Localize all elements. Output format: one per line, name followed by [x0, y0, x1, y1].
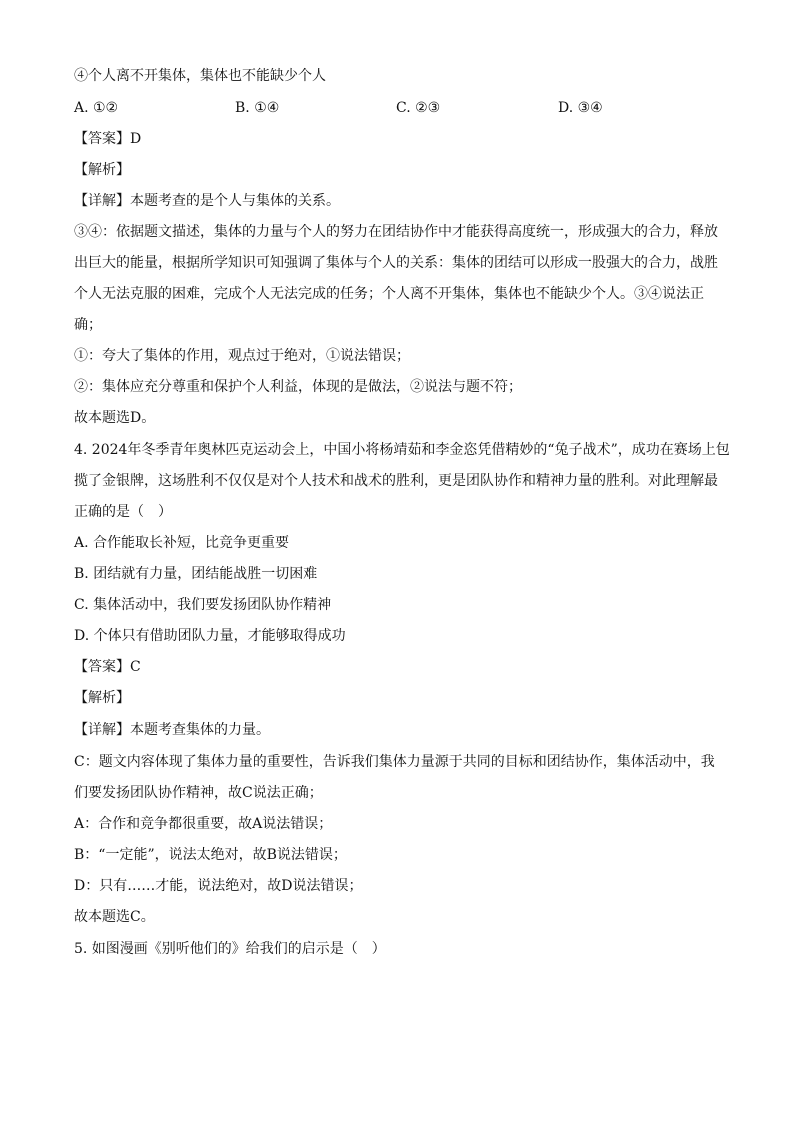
question-4-option: B. 团结就有力量，团结能战胜一切困难: [74, 566, 318, 582]
answer-line: 【答案】C: [74, 659, 141, 675]
explanation-line: 确；: [74, 317, 102, 333]
explanation-line: 个人无法克服的困难，完成个人无法完成的任务；个人离不开集体，集体也不能缺少个人。③④说法正: [74, 286, 704, 302]
analysis-heading: 【解析】: [74, 162, 130, 178]
option-b: B. ①④: [235, 100, 280, 116]
question-4-option: D. 个体只有借助团队力量，才能够取得成功: [74, 628, 346, 644]
explanation-line: ①：夸大了集体的作用，观点过于绝对，①说法错误；: [74, 348, 410, 364]
detail-line: 【详解】本题考查的是个人与集体的关系。: [74, 193, 340, 209]
analysis-heading: 【解析】: [74, 690, 130, 706]
conclusion-line: 故本题选D。: [74, 410, 156, 426]
conclusion-line: 故本题选C。: [74, 909, 155, 925]
explanation-line: A：合作和竞争都很重要，故A说法错误；: [74, 816, 333, 832]
question-4-text: 揽了金银牌，这场胜利不仅仅是对个人技术和战术的胜利，更是团队协作和精神力量的胜利。对此理解最: [74, 473, 718, 489]
option-a: A. ①②: [74, 100, 119, 116]
question-4-text: 正确的是（ ）: [74, 504, 172, 520]
question-4-option: A. 合作能取长补短，比竞争更重要: [74, 535, 290, 551]
explanation-line: 出巨大的能量，根据所学知识可知强调了集体与个人的关系：集体的团结可以形成一股强大的合力，战胜: [74, 255, 718, 271]
option-4-text: ④个人离不开集体，集体也不能缺少个人: [74, 68, 326, 84]
detail-line: 【详解】本题考查集体的力量。: [74, 722, 270, 738]
explanation-line: ②：集体应充分尊重和保护个人利益，体现的是做法，②说法与题不符；: [74, 379, 522, 395]
explanation-line: 们要发扬团队协作精神，故C说法正确；: [74, 785, 323, 801]
answer-line: 【答案】D: [74, 131, 142, 147]
explanation-line: B：“一定能”，说法太绝对，故B说法错误；: [74, 847, 347, 863]
question-5-text: 5. 如图漫画《别听他们的》给我们的启示是（ ）: [74, 941, 386, 957]
explanation-line: C：题文内容体现了集体力量的重要性，告诉我们集体力量源于共同的目标和团结协作，集体活动中，我: [74, 754, 715, 770]
question-4-option: C. 集体活动中，我们要发扬团队协作精神: [74, 597, 332, 613]
answer-options-row: [74, 98, 724, 118]
question-4-text: 4. 2024年冬季青年奥林匹克运动会上，中国小将杨靖茹和李金恣凭借精妙的“兔子战术”，成功在赛场上包: [74, 442, 730, 458]
option-d: D. ③④: [558, 100, 603, 116]
explanation-line: ③④：依据题文描述，集体的力量与个人的努力在团结协作中才能获得高度统一，形成强大的合力，释放: [74, 224, 718, 240]
explanation-line: D：只有……才能，说法绝对，故D说法错误；: [74, 878, 363, 894]
option-c: C. ②③: [396, 100, 441, 116]
